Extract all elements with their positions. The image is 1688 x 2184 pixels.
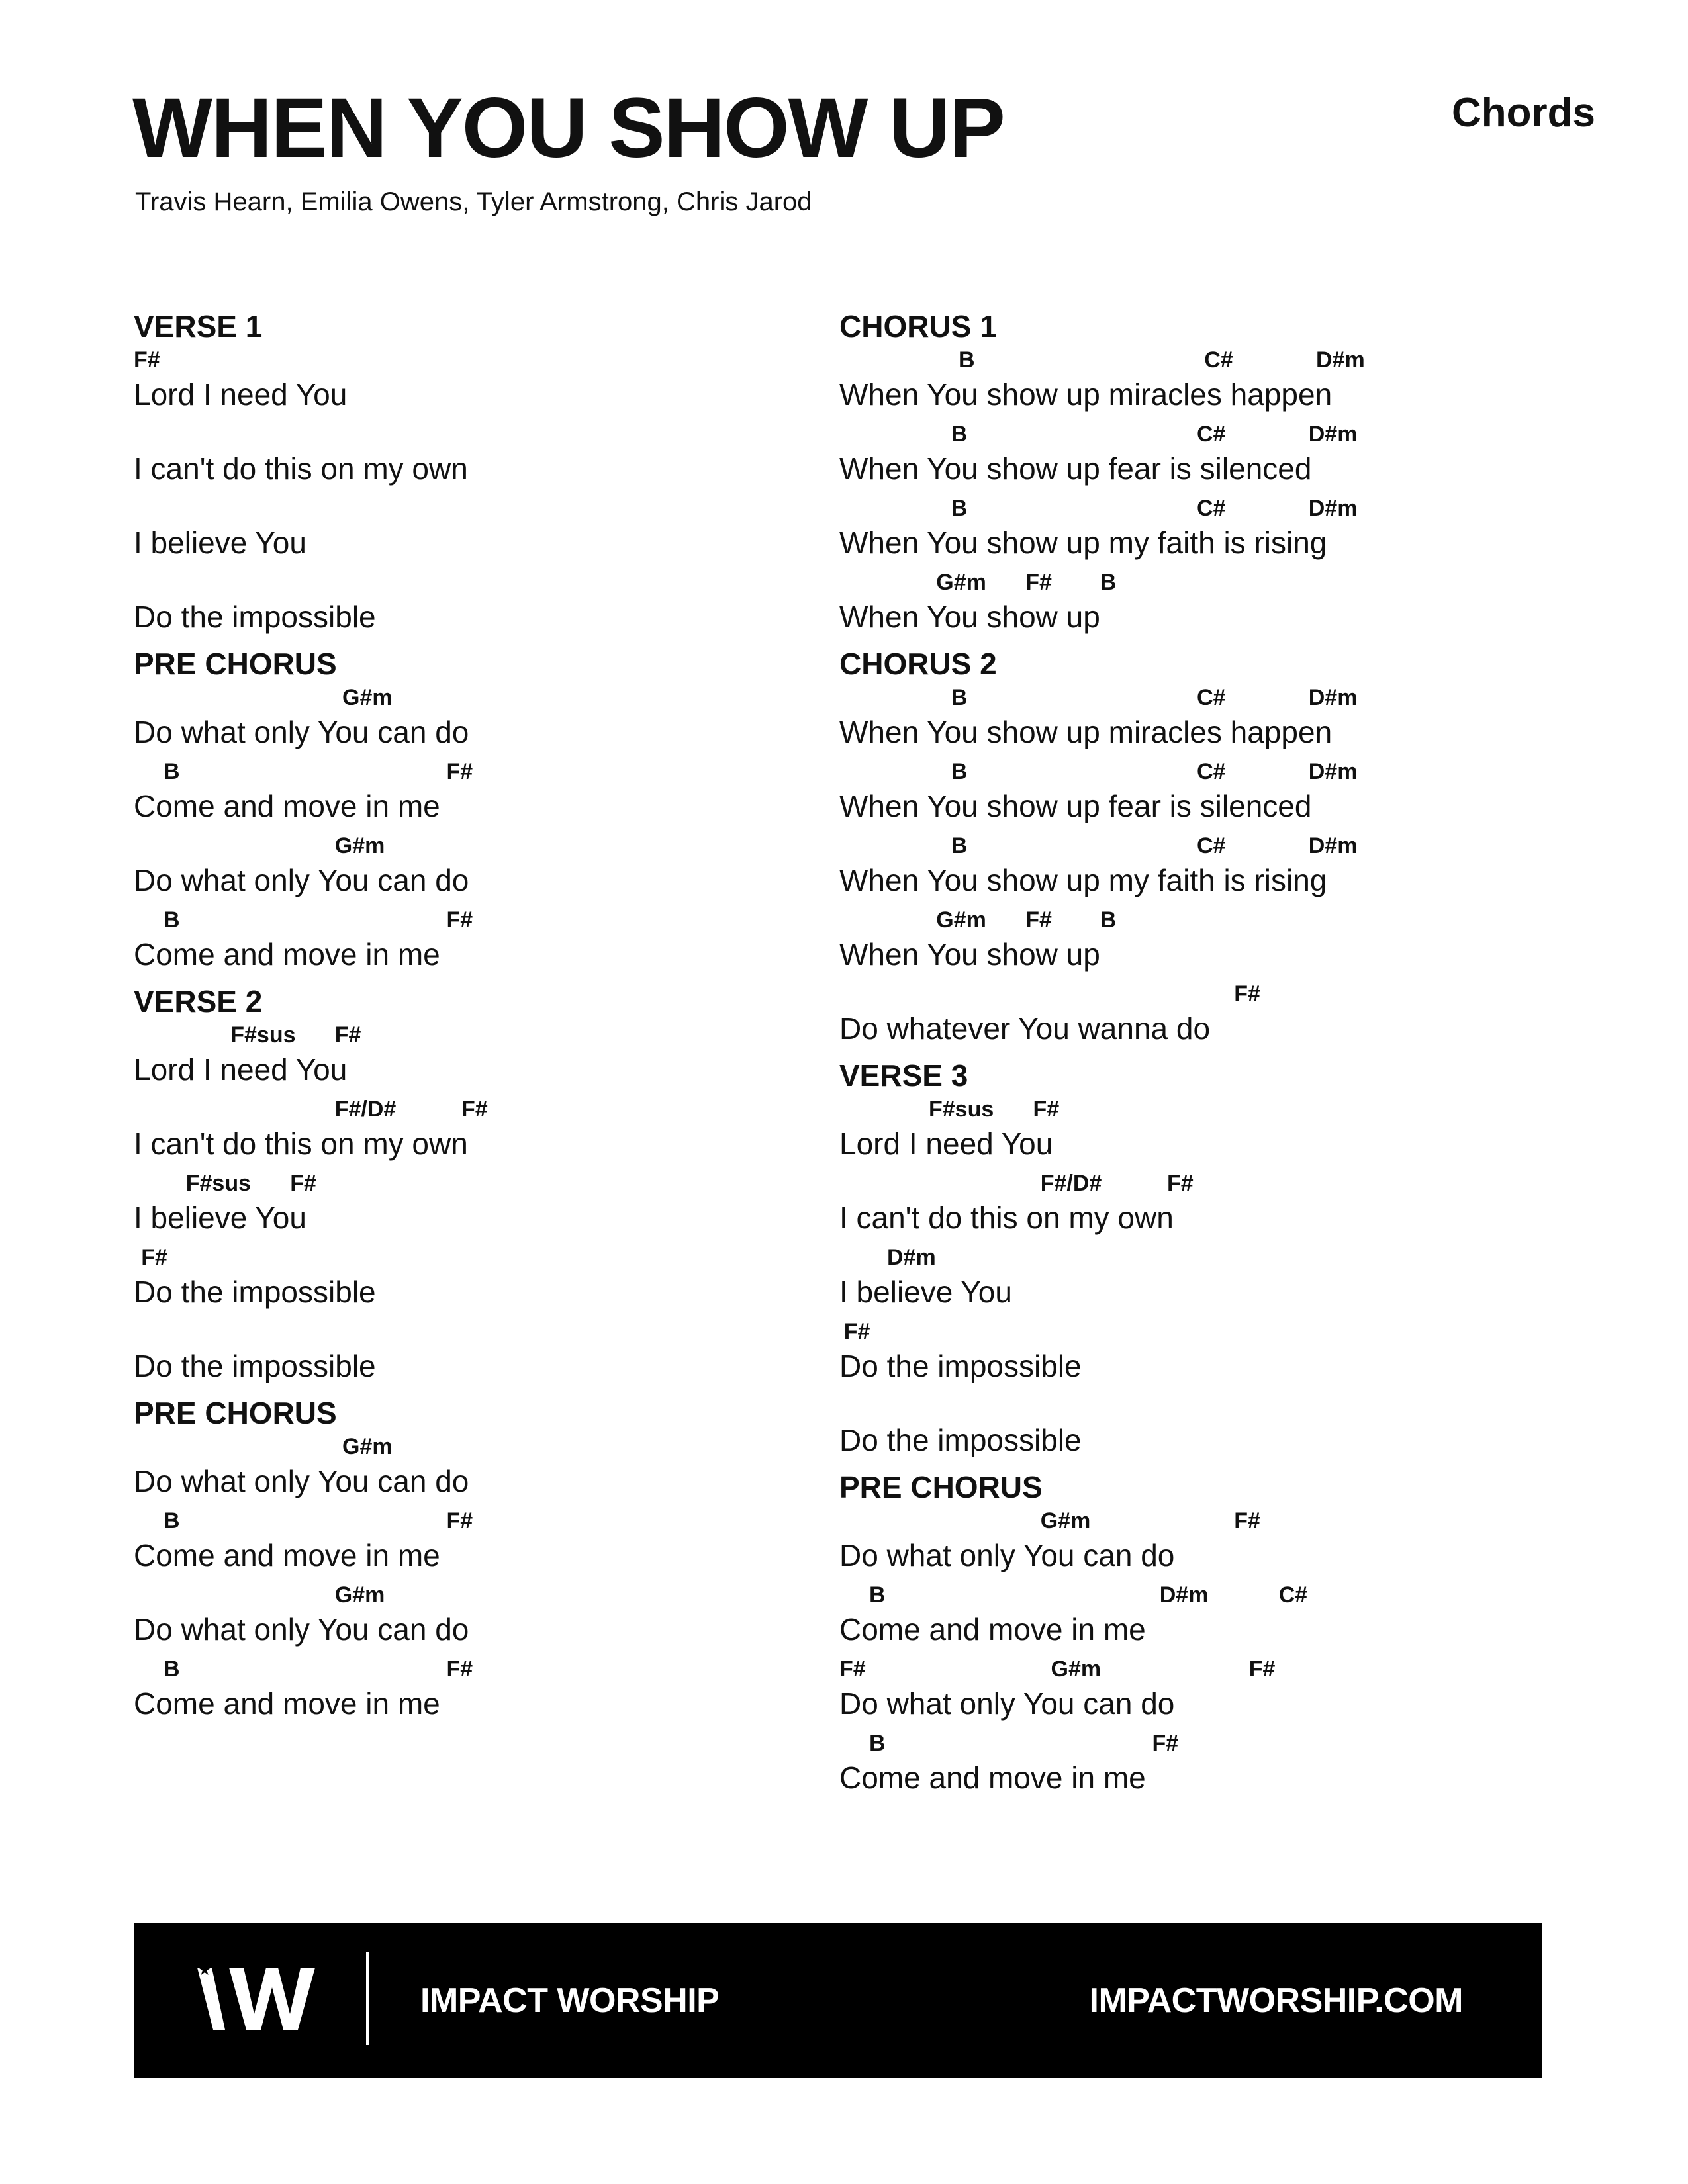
lyric-line: I can't do this on my own <box>134 1126 468 1161</box>
chord-row <box>839 1246 1501 1275</box>
song-line <box>839 1320 1501 1394</box>
song-line <box>134 349 796 423</box>
song-line <box>839 349 1501 423</box>
lyric-line: When You show up miracles happen <box>839 715 1333 749</box>
chord: B <box>951 759 968 784</box>
song-line <box>839 571 1501 645</box>
chord-row <box>134 1584 796 1613</box>
song-line <box>839 983 1501 1057</box>
section-heading-text: VERSE 2 <box>134 984 263 1019</box>
chord: G#m <box>342 1434 393 1459</box>
chord: F# <box>1025 570 1052 595</box>
chord: D#m <box>1308 685 1358 710</box>
left-column <box>134 308 796 1732</box>
song-line <box>839 835 1501 909</box>
song-line <box>134 1246 796 1320</box>
chord: F# <box>1167 1171 1194 1196</box>
lyric-line: When You show up my faith is rising <box>839 863 1327 897</box>
song-section <box>839 308 1501 645</box>
chord: C# <box>1197 833 1226 858</box>
website-link[interactable]: IMPACTWORSHIP.COM <box>1089 1981 1463 2020</box>
chord: F# <box>1248 1657 1276 1682</box>
lyric-line: When You show up <box>839 937 1100 972</box>
chord: C# <box>1197 685 1226 710</box>
chord: B <box>959 347 975 373</box>
chord: D#m <box>1159 1582 1209 1608</box>
chord-row <box>134 686 796 715</box>
chord: F# <box>461 1097 488 1122</box>
chord-row <box>839 835 1501 864</box>
lyric-line: Come and move in me <box>839 1612 1146 1647</box>
chord-row <box>134 835 796 864</box>
chord-row <box>839 1584 1501 1613</box>
song-line <box>134 835 796 909</box>
chord-row <box>134 1246 796 1275</box>
lyric-line: Do whatever You wanna do <box>839 1011 1211 1046</box>
chord: F# <box>1033 1097 1060 1122</box>
chord: F#sus <box>230 1023 296 1048</box>
song-line <box>839 760 1501 835</box>
lyric-line: I can't do this on my own <box>839 1201 1174 1235</box>
chord-row <box>839 1098 1501 1127</box>
lyric-line: Do what only You can do <box>134 1612 469 1647</box>
song-line <box>839 1658 1501 1732</box>
chord-row <box>839 1510 1501 1539</box>
chord: B <box>869 1582 886 1608</box>
chord: G#m <box>936 570 986 595</box>
song-line <box>839 1584 1501 1658</box>
chord: B <box>1100 570 1117 595</box>
song-line <box>839 497 1501 571</box>
footer-divider <box>366 1952 369 2045</box>
song-line <box>134 1584 796 1658</box>
song-line <box>134 1510 796 1584</box>
song-line <box>134 760 796 835</box>
section-heading-text: VERSE 3 <box>839 1058 968 1093</box>
chord-row <box>134 571 796 600</box>
lyric-line: When You show up my faith is rising <box>839 525 1327 560</box>
lyric-line: I can't do this on my own <box>134 451 468 486</box>
chord: C# <box>1197 496 1226 521</box>
song-line <box>839 1732 1501 1806</box>
chord-row <box>134 423 796 452</box>
chord: F# <box>134 347 160 373</box>
song-line <box>134 1435 796 1510</box>
lyric-line: Come and move in me <box>134 789 440 823</box>
chord: B <box>869 1731 886 1756</box>
lyric-line: When You show up fear is silenced <box>839 789 1312 823</box>
lyric-line: Do what only You can do <box>134 1464 469 1498</box>
lyric-line: Do what only You can do <box>839 1538 1175 1572</box>
chord: F# <box>446 1657 473 1682</box>
section-heading-text: CHORUS 1 <box>839 309 997 343</box>
chord: B <box>951 833 968 858</box>
lyric-line: Do the impossible <box>134 1349 376 1383</box>
lyric-line: When You show up <box>839 600 1100 634</box>
chord-row <box>134 1098 796 1127</box>
lyric-line: Do what only You can do <box>134 715 469 749</box>
chord: G#m <box>334 1582 385 1608</box>
chord: G#m <box>1051 1657 1102 1682</box>
chord: F#/D# <box>334 1097 397 1122</box>
lyric-line: Do what only You can do <box>839 1686 1175 1721</box>
chord: F# <box>1234 981 1260 1007</box>
lyric-line: Lord I need You <box>134 1052 348 1087</box>
lyric-line: Do what only You can do <box>134 863 469 897</box>
sheet-type-label: Chords <box>1452 90 1595 136</box>
song-line <box>134 1172 796 1246</box>
lyric-line: Come and move in me <box>134 1686 440 1721</box>
chord-row <box>134 760 796 790</box>
chord: D#m <box>1308 496 1358 521</box>
song-section <box>839 1057 1501 1469</box>
chord: F#sus <box>185 1171 252 1196</box>
chord: C# <box>1204 347 1233 373</box>
song-line <box>839 1510 1501 1584</box>
lyric-line: When You show up miracles happen <box>839 377 1333 412</box>
song-line <box>134 497 796 571</box>
lyric-line: Lord I need You <box>839 1126 1053 1161</box>
song-line <box>134 1024 796 1098</box>
chord-row <box>839 1172 1501 1201</box>
chord-row <box>839 349 1501 378</box>
chord: D#m <box>1308 759 1358 784</box>
chord-row <box>134 497 796 526</box>
section-heading-text: PRE CHORUS <box>839 1470 1043 1504</box>
lyric-line: Do the impossible <box>134 600 376 634</box>
chord: B <box>1100 907 1117 933</box>
song-line <box>839 909 1501 983</box>
lyric-line: Do the impossible <box>134 1275 376 1309</box>
chord: F# <box>334 1023 361 1048</box>
chord: B <box>951 685 968 710</box>
section-heading-text: PRE CHORUS <box>134 647 337 681</box>
lyric-line: Come and move in me <box>134 937 440 972</box>
chord: G#m <box>334 833 385 858</box>
lyric-line: I believe You <box>839 1275 1012 1309</box>
chord-row <box>134 909 796 938</box>
chord: F# <box>839 1657 866 1682</box>
chord: B <box>164 1508 180 1533</box>
song-section <box>134 1394 796 1732</box>
chord: F# <box>446 907 473 933</box>
chord-row <box>839 760 1501 790</box>
song-line <box>134 909 796 983</box>
chord-row <box>839 1658 1501 1687</box>
chord: B <box>951 422 968 447</box>
song-line <box>134 1658 796 1732</box>
lyric-line: Come and move in me <box>839 1760 1146 1795</box>
lyric-line: Do the impossible <box>839 1423 1082 1457</box>
chord: G#m <box>936 907 986 933</box>
chord: D#m <box>1308 833 1358 858</box>
chord-row <box>134 1510 796 1539</box>
chord: F# <box>843 1319 870 1344</box>
chord: G#m <box>1040 1508 1091 1533</box>
chord-row <box>134 1435 796 1465</box>
chord-row <box>839 1394 1501 1424</box>
chord: F# <box>446 759 473 784</box>
chord-row <box>839 983 1501 1012</box>
song-line <box>839 1172 1501 1246</box>
song-line <box>839 423 1501 497</box>
chord: D#m <box>1308 422 1358 447</box>
chord-row <box>839 497 1501 526</box>
song-section <box>134 308 796 645</box>
lyric-line: I believe You <box>134 525 306 560</box>
impact-worship-logo-icon <box>197 1962 323 2035</box>
chord: F# <box>446 1508 473 1533</box>
chord-row <box>839 686 1501 715</box>
chord: B <box>951 496 968 521</box>
chord: F#/D# <box>1040 1171 1102 1196</box>
chord: B <box>164 1657 180 1682</box>
song-line <box>839 1246 1501 1320</box>
song-line <box>134 423 796 497</box>
song-line <box>839 686 1501 760</box>
chord: F# <box>1234 1508 1260 1533</box>
lyric-line: I believe You <box>134 1201 306 1235</box>
right-column <box>839 308 1501 1806</box>
chord: B <box>164 907 180 933</box>
song-section <box>839 1469 1501 1806</box>
chord: C# <box>1197 422 1226 447</box>
section-heading-text: VERSE 1 <box>134 309 263 343</box>
chord: F#sus <box>929 1097 994 1122</box>
chord-row <box>839 1732 1501 1761</box>
song-line <box>839 1394 1501 1469</box>
chord-row <box>134 1658 796 1687</box>
song-line <box>134 571 796 645</box>
chord: G#m <box>342 685 393 710</box>
lyric-line: When You show up fear is silenced <box>839 451 1312 486</box>
chord: D#m <box>1316 347 1365 373</box>
song-line <box>134 686 796 760</box>
brand-name: IMPACT WORSHIP <box>420 1981 720 2020</box>
chord: F# <box>1025 907 1052 933</box>
song-line <box>134 1098 796 1172</box>
chord-row <box>839 423 1501 452</box>
chord-row <box>134 1024 796 1053</box>
section-heading-text: CHORUS 2 <box>839 647 997 681</box>
chord-row <box>134 349 796 378</box>
song-section <box>134 983 796 1394</box>
chord-row <box>134 1172 796 1201</box>
chord: F# <box>141 1245 167 1270</box>
lyric-line: Come and move in me <box>134 1538 440 1572</box>
footer-bar <box>134 1923 1542 2078</box>
section-heading-text: PRE CHORUS <box>134 1396 337 1430</box>
chord-row <box>839 1320 1501 1349</box>
chord: F# <box>1152 1731 1179 1756</box>
song-line <box>134 1320 796 1394</box>
song-line <box>839 1098 1501 1172</box>
chord: B <box>164 759 180 784</box>
chord-row <box>839 571 1501 600</box>
chord-row <box>134 1320 796 1349</box>
lyric-line: Lord I need You <box>134 377 348 412</box>
song-title: WHEN YOU SHOW UP <box>132 81 1004 175</box>
song-writers: Travis Hearn, Emilia Owens, Tyler Armstrong, Chris Jarod <box>135 187 812 216</box>
chord: D#m <box>887 1245 936 1270</box>
chord: C# <box>1197 759 1226 784</box>
chord: C# <box>1278 1582 1308 1608</box>
song-section <box>134 645 796 983</box>
chord-row <box>839 909 1501 938</box>
chord: F# <box>290 1171 316 1196</box>
song-section <box>839 645 1501 1057</box>
lyric-line: Do the impossible <box>839 1349 1082 1383</box>
